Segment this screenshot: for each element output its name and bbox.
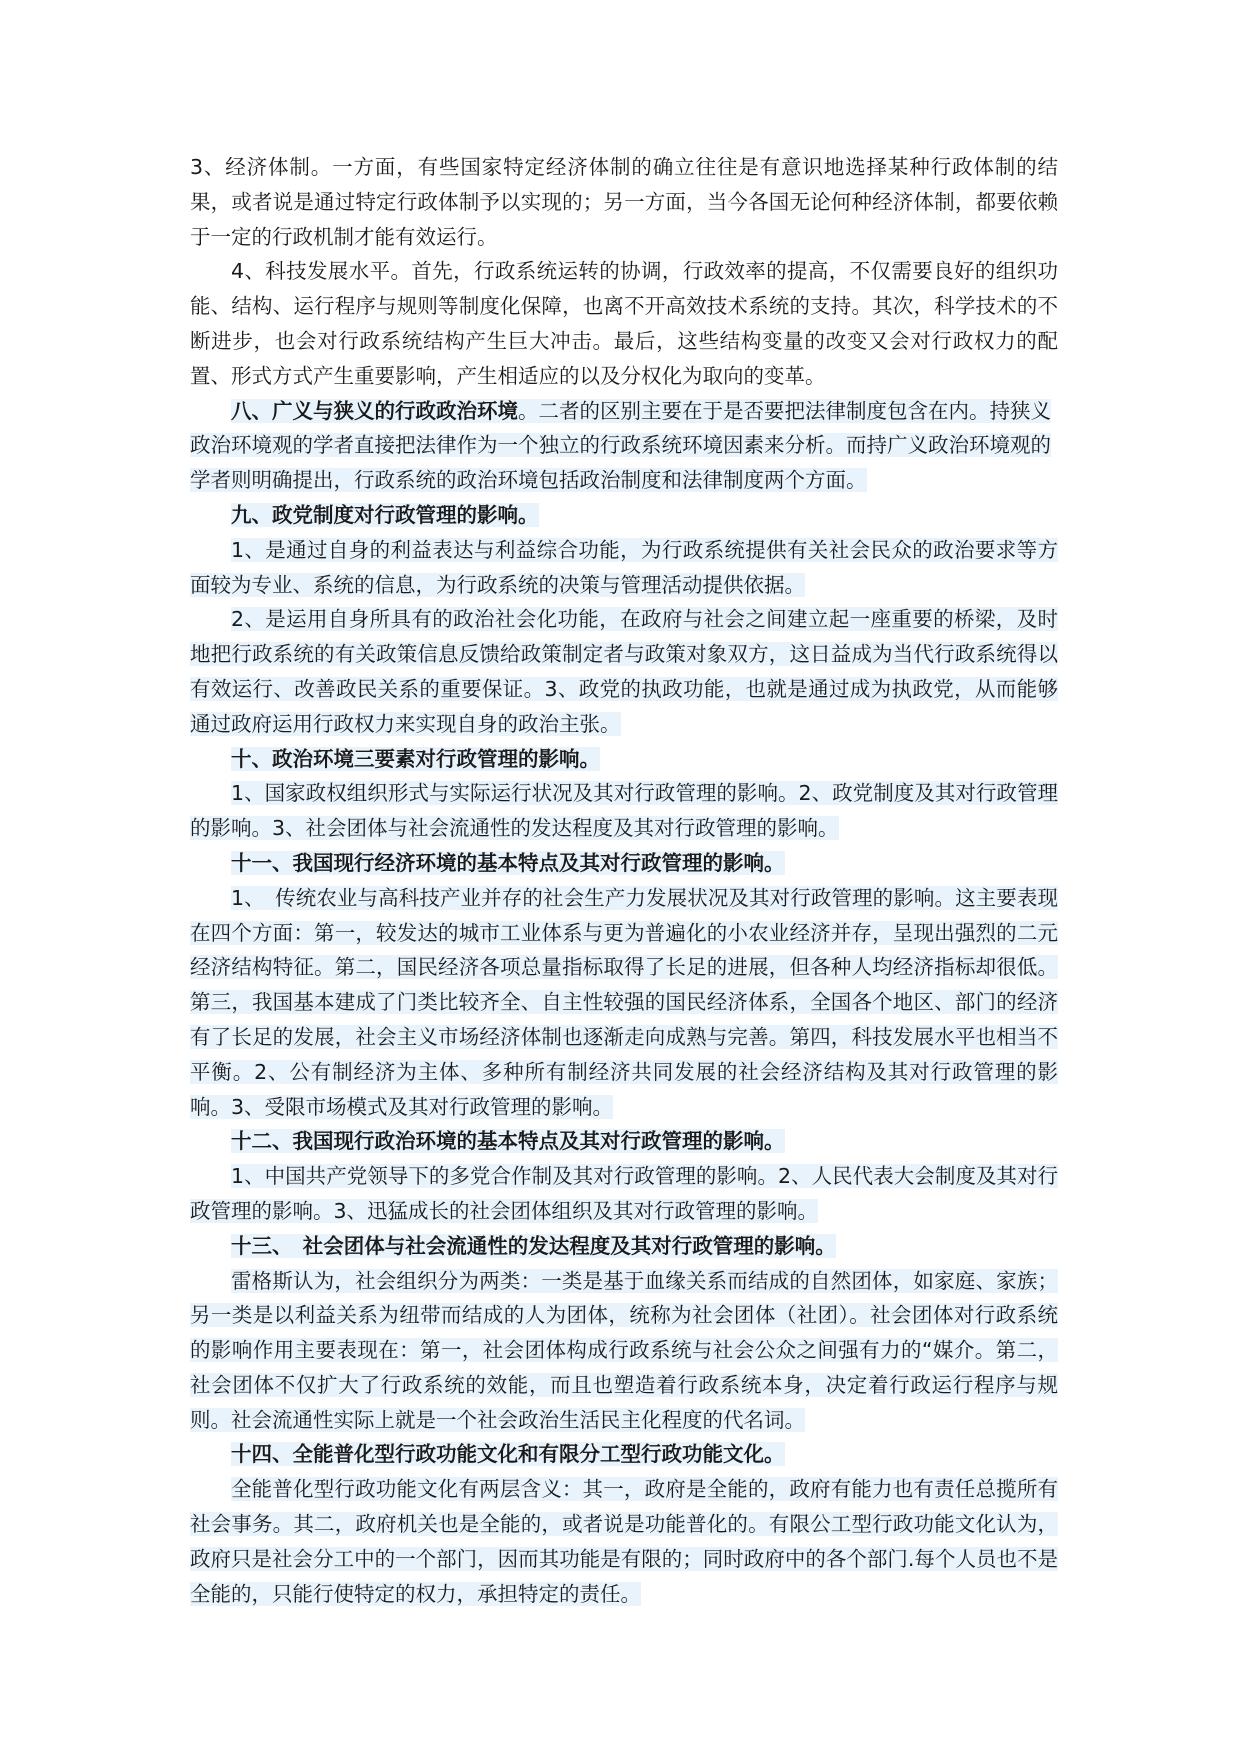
section-8-heading: 八、广义与狭义的行政政治环境	[231, 398, 518, 423]
section-8	[190, 394, 1058, 498]
paragraph-economic-system	[190, 150, 1058, 254]
section-13-heading: 十三、 社会团体与社会流通性的发达程度及其对行政管理的影响。	[231, 1233, 836, 1258]
paragraph-14: 全能普化型行政功能文化有两层含义：其一，政府是全能的，政府有能力也有责任总揽所有社会事务。其二，政府机关也是全能的，或者说是功能普化的。有限公工型行政功能文化认为，政府只是社会分工中的一个部门，因而其功能是有限的；同时政府中的各个部门.每个人员也不是全能的，只能行使特定的权力，承担特定的责任。	[190, 1477, 1058, 1606]
paragraph-12: 1、中国共产党领导下的多党合作制及其对行政管理的影响。2、人民代表大会制度及其对行政管理的影响。3、迅猛成长的社会团体组织及其对行政管理的影响。	[190, 1164, 1058, 1223]
document-page	[190, 150, 1058, 1611]
section-12-heading: 十二、我国现行政治环境的基本特点及其对行政管理的影响。	[231, 1129, 785, 1154]
section-11-heading: 十一、我国现行经济环境的基本特点及其对行政管理的影响。	[231, 850, 785, 875]
section-9-heading: 九、政党制度对行政管理的影响。	[231, 502, 539, 527]
paragraph-10: 1、国家政权组织形式与实际运行状况及其对行政管理的影响。2、政党制度及其对行政管理的影响。3、社会团体与社会流通性的发达程度及其对行政管理的影响。	[190, 781, 1058, 841]
paragraph-11: 1、 传统农业与高科技产业并存的社会生产力发展状况及其对行政管理的影响。这主要表现在四个方面：第一，较发达的城市工业体系与更为普遍化的小农业经济并存，呈现出强烈的二元经济结构特征。第二，国民经济各项总量指标取得了长足的进展，但各种人均经济指标却很低。第三，我国基本建成了门类比较齐全、自主性较强的国民经济体系，全国各个地区、部门的经济有了长足的发展，社会主义市场经济体制也逐渐走向成熟与完善。第四，科技发展水平也相当不平衡。2、公有制经济为主体、多种所有制经济共同发展的社会经济结构及其对行政管理的影响。3、受限市场模式及其对行政管理的影响。	[190, 885, 1058, 1119]
paragraph-9-2: 2、是运用自身所具有的政治社会化功能，在政府与社会之间建立起一座重要的桥梁，及时地把行政系统的有关政策信息反馈给政策制定者与政策对象双方，这日益成为当代行政系统得以有效运行、改善政民关系的重要保证。3、政党的执政功能，也就是通过成为执政党，从而能够通过政府运用行政权力来实现自身的政治主张。	[190, 607, 1058, 736]
section-10-heading: 十、政治环境三要素对行政管理的影响。	[231, 746, 600, 771]
paragraph-9-1: 1、是通过自身的利益表达与利益综合功能，为行政系统提供有关社会民众的政治要求等方面较为专业、系统的信息，为行政系统的决策与管理活动提供依据。	[190, 537, 1058, 597]
section-14-heading: 十四、全能普化型行政功能文化和有限分工型行政功能文化。	[231, 1442, 785, 1467]
section-8-body: 。二者的区别主要在于是否要把法律制度包含在内。持狭义政治环境观的学者直接把法律作为一个独立的行政系统环境因素来分析。而持广义政治环境观的学者则明确提出，行政系统的政治环境包括政治制度和法律制度两个方面。	[190, 398, 1051, 493]
paragraph-technology-level	[190, 254, 1058, 393]
paragraph-13: 雷格斯认为，社会组织分为两类：一类是基于血缘关系而结成的自然团体，如家庭、家族；另一类是以利益关系为纽带而结成的人为团体，统称为社会团体（社团）。社会团体对行政系统的影响作用主要表现在：第一，社会团体构成行政系统与社会公众之间强有力的“媒介。第二，社会团体不仅扩大了行政系统的效能，而且也塑造着行政系统本身，决定着行政运行程序与规则。社会流通性实际上就是一个社会政治生活民主化程度的代名词。	[190, 1268, 1058, 1432]
paragraph-text: 4、科技发展水平。首先，行政系统运转的协调，行政效率的提高，不仅需要良好的组织功能、结构、运行程序与规则等制度化保障，也离不开高效技术系统的支持。其次，科学技术的不断进步，也会对行政系统结构产生巨大冲击。最后，这些结构变量的改变又会对行政权力的配置、形式方式产生重要影响，产生相适应的以及分权化为取向的变革。	[190, 259, 1058, 388]
paragraph-text: 3、经济体制。一方面，有些国家特定经济体制的确立往往是有意识地选择某种行政体制的结果，或者说是通过特定行政体制予以实现的；另一方面，当今各国无论何种经济体制，都要依赖于一定的行政机制才能有效运行。	[190, 155, 1058, 249]
